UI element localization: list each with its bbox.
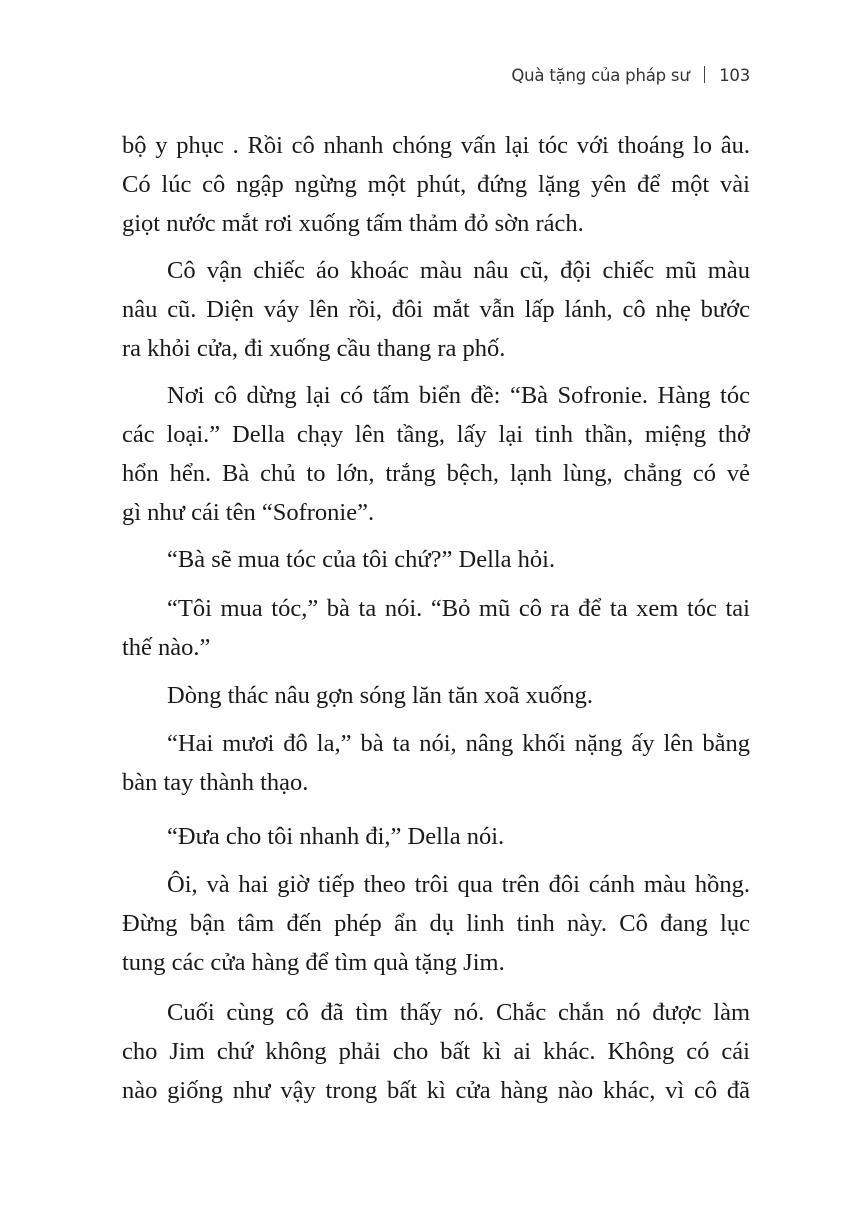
text-line: các loại.” Della chạy lên tầng, lấy lại tinh thần, miệng thở [122,421,750,448]
text-line: giọt nước mắt rơi xuống tấm thảm đỏ sờn rách. [122,210,584,237]
running-header [511,66,750,85]
text-line: hổn hển. Bà chủ to lớn, trắng bệch, lạnh lùng, chẳng có vẻ [122,460,750,487]
text-line: bàn tay thành thạo. [122,769,309,796]
text-line: Cô vận chiếc áo khoác màu nâu cũ, đội chiếc mũ màu [167,257,750,284]
text-line: “Hai mươi đô la,” bà ta nói, nâng khối nặng ấy lên bằng [167,730,750,757]
text-line: thế nào.” [122,634,211,661]
text-line: Có lúc cô ngập ngừng một phút, đứng lặng yên để một vài [122,171,750,198]
text-line: Ôi, và hai giờ tiếp theo trôi qua trên đôi cánh màu hồng. [167,871,750,898]
text-line: gì như cái tên “Sofronie”. [122,499,375,526]
text-line: nâu cũ. Diện váy lên rồi, đôi mắt vẫn lấp lánh, cô nhẹ bước [122,296,750,323]
chapter-title: Quà tặng của pháp sư [511,66,690,85]
page-number: 103 [719,66,750,85]
text-line: bộ y phục . Rồi cô nhanh chóng vấn lại tóc với thoáng lo âu. [122,132,750,159]
text-line: Dòng thác nâu gợn sóng lăn tăn xoã xuống. [167,682,593,709]
text-line: “Tôi mua tóc,” bà ta nói. “Bỏ mũ cô ra để ta xem tóc tai [167,595,750,622]
text-line: Đừng bận tâm đến phép ẩn dụ linh tinh này. Cô đang lục [122,910,750,937]
text-line: nào giống như vậy trong bất kì cửa hàng nào khác, vì cô đã [122,1077,750,1104]
text-line: “Đưa cho tôi nhanh đi,” Della nói. [167,823,505,850]
text-line: “Bà sẽ mua tóc của tôi chứ?” Della hỏi. [167,546,556,573]
text-line: cho Jim chứ không phải cho bất kì ai khác. Không có cái [122,1038,750,1065]
text-line: Cuối cùng cô đã tìm thấy nó. Chắc chắn nó được làm [167,999,750,1026]
text-line: Nơi cô dừng lại có tấm biển đề: “Bà Sofronie. Hàng tóc [167,382,750,409]
text-line: tung các cửa hàng để tìm quà tặng Jim. [122,949,505,976]
text-line: ra khỏi cửa, đi xuống cầu thang ra phố. [122,335,506,362]
header-divider [704,66,706,83]
